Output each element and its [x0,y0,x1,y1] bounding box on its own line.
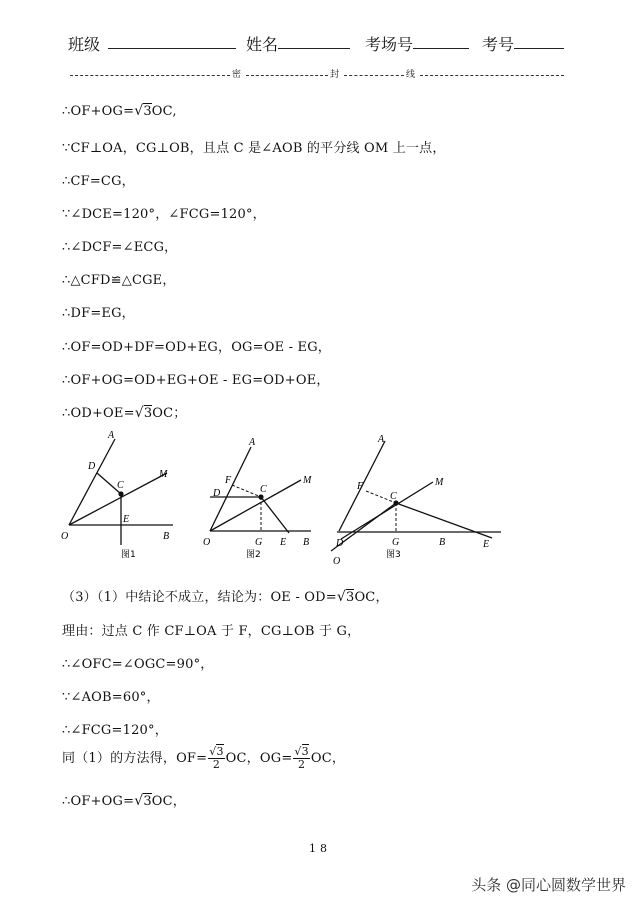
number-field [482,32,514,55]
name-field [246,32,278,55]
label-c: C [117,480,124,491]
label-m: M [159,469,168,480]
figure-3 [331,434,501,567]
proof-line-6: ∴△CFD≌△CGE， [62,273,176,288]
proof-line-5: ∴∠DCF=∠ECG， [62,240,178,255]
proof-line-4: ∵∠DCE=120°，∠FCG=120°， [62,207,266,222]
label-e: E [280,537,287,548]
class-blank [108,32,236,49]
label-a: A [108,430,115,441]
geometry-figures [55,425,515,573]
label-d: D [88,461,96,472]
sqrt-3: √3 [134,793,152,809]
figure-1 [61,430,173,560]
label-a: A [378,434,385,445]
proof-line-13: ∴∠OFC=∠OGC=90°， [62,657,214,672]
room-label: 考场号 [365,35,414,54]
figure-3-caption: 图3 [386,550,401,560]
label-c: C [390,491,397,502]
seal-word-mi: 密 [230,67,243,80]
name-label: 姓名 [246,35,279,54]
label-o: O [203,537,211,548]
figure-1-caption: 图1 [121,550,136,560]
proof-line-7: ∴DF=EG， [62,306,135,321]
sqrt-3: √3 [134,103,152,119]
point-c [118,491,123,496]
proof-line-2: ∵CF⊥OA，CG⊥OB，且点 C 是∠AOB 的平分线 OM 上一点， [62,141,446,156]
seal-cut-line [70,68,564,82]
label-g: G [255,537,263,548]
class-field [68,32,100,55]
proof-line-3: ∴CF=CG， [62,174,135,189]
sqrt-3: √3 [336,589,355,605]
label-c: C [260,484,267,495]
proof-line-17: ∴OF+OG=√3OC， [62,793,187,809]
sqrt-3: √3 [134,405,153,421]
label-o: O [333,556,341,567]
label-a: A [249,437,256,448]
figure-2 [203,437,312,560]
proof-line-1: ∴OF+OG=√3OC, [62,103,177,119]
proof-line-11: （3）（1）中结论不成立，结论为：OE - OD=√3OC， [62,589,389,605]
proof-line-8: ∴OF=OD+DF=OD+EG，OG=OE - EG， [62,340,332,355]
figure-2-caption: 图2 [246,550,261,560]
label-f: F [357,481,364,492]
proof-line-14: ∵∠AOB=60°， [62,690,160,705]
label-f: F [225,475,232,486]
room-blank [413,32,469,49]
label-d: D [213,488,221,499]
label-d: D [336,538,344,549]
proof-line-12: 理由：过点 C 作 CF⊥OA 于 F，CG⊥OB 于 G， [62,624,361,639]
label-o: O [61,531,69,542]
label-e: E [483,539,490,550]
room-field [365,32,413,55]
page-number: 18 [309,842,331,855]
proof-line-10: ∴OD+OE=√3OC； [62,405,187,421]
proof-line-9: ∴OF+OG=OD+EG+OE - EG=OD+OE， [62,373,330,388]
label-e: E [123,514,130,525]
label-b: B [163,531,170,542]
label-b: B [303,537,310,548]
label-m: M [435,477,444,488]
fraction-sqrt3-over-2: $\frac{√3}{2}$ [294,745,309,771]
seal-word-xian: 线 [404,67,417,80]
number-label: 考号 [482,35,515,54]
watermark: 头条 @同心圆数学世界 [471,876,626,894]
label-m: M [303,475,312,486]
fraction-sqrt3-over-2: $\frac{√3}{2}$ [209,745,224,771]
name-blank [278,32,350,49]
seal-word-feng: 封 [328,67,341,80]
proof-line-15: ∴∠FCG=120°， [62,723,168,738]
point-c [258,494,263,499]
class-label: 班级 [68,35,101,54]
number-blank [514,32,564,49]
label-b: B [439,537,446,548]
label-g: G [392,537,400,548]
proof-line-16: 同（1）的方法得，OF= $\frac{√3}{2}$ OC，OG= $\frac{√3}{2}$ OC， [62,745,346,771]
